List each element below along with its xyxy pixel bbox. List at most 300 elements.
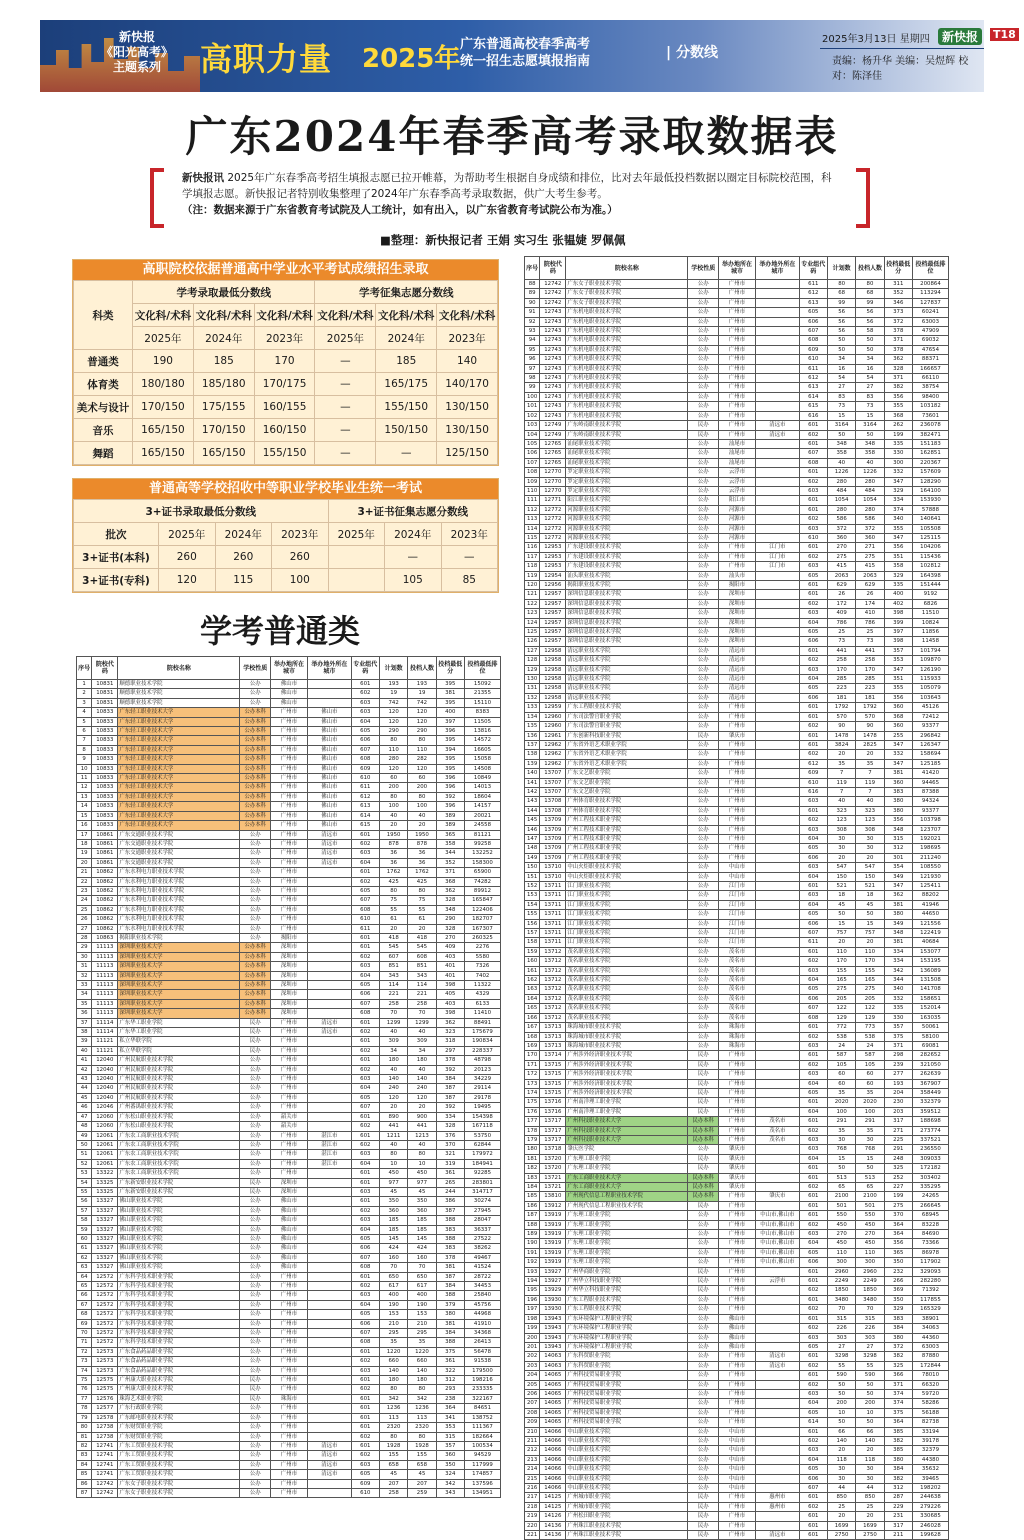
admitted-count-cell: 424 bbox=[408, 1244, 436, 1253]
school-name-cell: 顺德职业技术学院 bbox=[118, 680, 240, 689]
school-code-cell: 13919 bbox=[540, 1248, 566, 1257]
group-code-cell: 605 bbox=[799, 985, 827, 994]
plan-count-cell: 55 bbox=[379, 905, 407, 914]
school-type-cell: 公办 bbox=[688, 439, 719, 448]
school-code-cell: 12573 bbox=[92, 1347, 118, 1356]
plan-count-cell: 200 bbox=[827, 1399, 855, 1408]
city-cell: 佛山市 bbox=[718, 1324, 755, 1333]
editor-credits: 责编：杨升华 美编：吴煜辉 校对：陈泽佳 bbox=[832, 56, 969, 82]
school-code-cell: 14066 bbox=[540, 1446, 566, 1455]
col-seq: 序号 bbox=[525, 257, 540, 280]
min-score-cell: 335 bbox=[884, 581, 912, 590]
min-rank-cell: 20123 bbox=[464, 1065, 500, 1074]
table-row bbox=[525, 355, 949, 364]
plan-count-cell: 2750 bbox=[827, 1531, 855, 1540]
school-code-cell: 13327 bbox=[92, 1197, 118, 1206]
school-code-cell: 13327 bbox=[92, 1206, 118, 1215]
plan-count-cell: 441 bbox=[379, 1122, 407, 1131]
school-name-cell: 佛山职业技术学院 bbox=[118, 1253, 240, 1262]
min-score-cell: 366 bbox=[884, 1371, 912, 1380]
table-row bbox=[525, 675, 949, 684]
group-code-cell: 603 bbox=[351, 1460, 379, 1469]
school-name-cell: 深圳职业技术大学 bbox=[118, 962, 240, 971]
admissions-table-left bbox=[76, 656, 501, 1498]
seq-cell: 39 bbox=[77, 1037, 92, 1046]
min-score-cell: 378 bbox=[884, 327, 912, 336]
other-city-cell bbox=[308, 1075, 352, 1084]
other-city-cell bbox=[756, 872, 800, 881]
group-code-cell: 601 bbox=[351, 1376, 379, 1385]
row-subject: 体育类 bbox=[74, 373, 133, 396]
table-row bbox=[525, 1512, 949, 1521]
plan-count-cell: 409 bbox=[827, 609, 855, 618]
group-code-cell: 602 bbox=[799, 599, 827, 608]
min-rank-cell: 127837 bbox=[912, 298, 948, 307]
other-city-cell bbox=[756, 1088, 800, 1097]
school-name-cell: 广州华立科技职业学院 bbox=[566, 1286, 688, 1295]
min-score-cell: 203 bbox=[884, 1107, 912, 1116]
school-code-cell: 12749 bbox=[540, 430, 566, 439]
min-rank-cell: 115436 bbox=[912, 552, 948, 561]
city-cell: 广州市 bbox=[718, 1399, 755, 1408]
group-code-cell: 605 bbox=[799, 1342, 827, 1351]
school-code-cell: 13711 bbox=[540, 900, 566, 909]
city-cell: 河源市 bbox=[718, 515, 755, 524]
group-code-cell: 603 bbox=[799, 524, 827, 533]
seq-cell: 165 bbox=[525, 1004, 540, 1013]
school-name-cell: 广州工程技术职业学院 bbox=[566, 853, 688, 862]
min-score-cell: 378 bbox=[436, 1056, 464, 1065]
min-rank-cell: 321050 bbox=[912, 1060, 948, 1069]
school-code-cell: 12741 bbox=[92, 1441, 118, 1450]
min-score-cell: 360 bbox=[884, 722, 912, 731]
min-rank-cell: 68945 bbox=[912, 1211, 948, 1220]
city-cell: 广州市 bbox=[270, 1028, 307, 1037]
city-cell: 广州市 bbox=[270, 924, 307, 933]
school-code-cell: 13714 bbox=[540, 1051, 566, 1060]
seq-cell: 206 bbox=[525, 1389, 540, 1398]
school-type-cell: 公办 bbox=[240, 1244, 271, 1253]
school-name-cell: 广东理工职业学院 bbox=[566, 1248, 688, 1257]
group-code-cell: 602 bbox=[799, 1220, 827, 1229]
min-score-cell: 384 bbox=[884, 1324, 912, 1333]
plan-count-cell: 424 bbox=[379, 1244, 407, 1253]
city-cell: 深圳市 bbox=[270, 981, 307, 990]
group-code-cell: 604 bbox=[799, 900, 827, 909]
school-name-cell: 深圳信息职业技术学院 bbox=[566, 637, 688, 646]
school-name-cell: 广州工程技术职业学院 bbox=[566, 816, 688, 825]
school-code-cell: 12743 bbox=[540, 317, 566, 326]
city-cell: 广州市 bbox=[270, 1385, 307, 1394]
table-row bbox=[77, 1272, 501, 1281]
school-code-cell: 12040 bbox=[92, 1065, 118, 1074]
min-score-cell: 388 bbox=[436, 1291, 464, 1300]
school-type-cell: 公办 bbox=[240, 1272, 271, 1281]
score-cell: 165/150 bbox=[133, 442, 194, 465]
admitted-count-cell: 30 bbox=[856, 834, 884, 843]
table-row bbox=[525, 853, 949, 862]
min-score-cell: 341 bbox=[436, 1413, 464, 1422]
plan-count-cell: 742 bbox=[379, 698, 407, 707]
other-city-cell bbox=[756, 1295, 800, 1304]
school-type-cell: 公办 bbox=[688, 722, 719, 731]
min-rank-cell: 279226 bbox=[912, 1502, 948, 1511]
school-type-cell: 公办 bbox=[688, 938, 719, 947]
min-score-cell: 357 bbox=[884, 1023, 912, 1032]
min-rank-cell: 162851 bbox=[912, 449, 948, 458]
group-code-cell: 607 bbox=[799, 449, 827, 458]
other-city-cell bbox=[308, 1009, 352, 1018]
admissions-table-right bbox=[524, 256, 949, 1540]
city-cell: 广州市 bbox=[270, 1046, 307, 1055]
min-score-cell: 371 bbox=[884, 1041, 912, 1050]
other-city-cell bbox=[308, 1253, 352, 1262]
seq-cell: 197 bbox=[525, 1305, 540, 1314]
seq-cell: 213 bbox=[525, 1455, 540, 1464]
seq-cell: 72 bbox=[77, 1347, 92, 1356]
table-row bbox=[525, 1154, 949, 1163]
school-code-cell: 13943 bbox=[540, 1324, 566, 1333]
school-code-cell: 12572 bbox=[92, 1300, 118, 1309]
intro-lead: 新快报讯 bbox=[182, 172, 224, 184]
other-city-cell: 佛山市 bbox=[308, 745, 352, 754]
min-score-cell: 368 bbox=[436, 877, 464, 886]
city-cell: 广州市 bbox=[718, 1079, 755, 1088]
group-code-cell: 603 bbox=[351, 1216, 379, 1225]
admitted-count-cell: 850 bbox=[856, 1493, 884, 1502]
school-name-cell: 广州涉外经济职业技术学院 bbox=[566, 1070, 688, 1079]
school-name-cell: 广东轻工职业技术大学 bbox=[118, 764, 240, 773]
table-row bbox=[77, 1216, 501, 1225]
table-row bbox=[525, 392, 949, 401]
admitted-count-cell: 291 bbox=[856, 1117, 884, 1126]
school-name-cell: 珠海城市职业技术学院 bbox=[566, 1032, 688, 1041]
school-name-cell: 广州科技职业技术大学 bbox=[566, 1135, 688, 1144]
school-code-cell: 14066 bbox=[540, 1427, 566, 1436]
plan-count-cell: 425 bbox=[379, 877, 407, 886]
min-rank-cell: 8383 bbox=[464, 708, 500, 717]
city-cell: 深圳市 bbox=[270, 952, 307, 961]
city-cell: 广州市 bbox=[718, 421, 755, 430]
group-code-cell: 606 bbox=[799, 317, 827, 326]
school-code-cell: 10862 bbox=[92, 924, 118, 933]
other-city-cell bbox=[308, 1366, 352, 1375]
other-city-cell: 肇庆市 bbox=[756, 1192, 800, 1201]
school-type-cell: 公办本科 bbox=[240, 745, 271, 754]
min-rank-cell: 65900 bbox=[464, 868, 500, 877]
admitted-count-cell: 270 bbox=[856, 1230, 884, 1239]
seq-cell: 157 bbox=[525, 929, 540, 938]
admitted-count-cell: 30 bbox=[856, 844, 884, 853]
school-type-cell: 民办 bbox=[688, 1164, 719, 1173]
school-type-cell: 公办 bbox=[688, 787, 719, 796]
city-cell: 广州市 bbox=[270, 1272, 307, 1281]
group-code-cell: 601 bbox=[799, 1051, 827, 1060]
group-code-cell: 601 bbox=[799, 806, 827, 815]
school-name-cell: 佛山职业技术学院 bbox=[118, 1225, 240, 1234]
table-row bbox=[525, 1135, 949, 1144]
school-type-cell: 公办 bbox=[688, 1484, 719, 1493]
min-rank-cell: 113294 bbox=[912, 289, 948, 298]
table-row bbox=[77, 736, 501, 745]
seq-cell: 187 bbox=[525, 1211, 540, 1220]
group-code-cell: 613 bbox=[799, 383, 827, 392]
group-code-cell: 601 bbox=[351, 680, 379, 689]
school-type-cell: 公办 bbox=[688, 533, 719, 542]
min-score-cell: 311 bbox=[884, 280, 912, 289]
school-code-cell: 11114 bbox=[92, 1018, 118, 1027]
school-code-cell: 10861 bbox=[92, 839, 118, 848]
other-city-cell: 湛江市 bbox=[308, 1150, 352, 1159]
admitted-count-cell: 410 bbox=[856, 609, 884, 618]
min-rank-cell: 24558 bbox=[464, 821, 500, 830]
group-code-cell: 607 bbox=[799, 1004, 827, 1013]
table-row bbox=[525, 1267, 949, 1276]
table-header bbox=[525, 257, 949, 280]
school-type-cell: 民办 bbox=[688, 1098, 719, 1107]
school-type-cell: 公办 bbox=[240, 924, 271, 933]
min-rank-cell: 63003 bbox=[912, 317, 948, 326]
min-rank-cell: 41420 bbox=[912, 769, 948, 778]
other-city-cell bbox=[756, 1051, 800, 1060]
group-code-cell: 604 bbox=[799, 872, 827, 881]
plan-count-cell: 50 bbox=[827, 345, 855, 354]
admitted-count-cell: 27 bbox=[856, 383, 884, 392]
min-score-cell: 365 bbox=[884, 1248, 912, 1257]
school-code-cell: 12962 bbox=[540, 759, 566, 768]
min-score-cell: 335 bbox=[884, 439, 912, 448]
score-cell bbox=[328, 546, 385, 569]
group-code-cell: 604 bbox=[799, 1079, 827, 1088]
school-type-cell: 公办 bbox=[688, 665, 719, 674]
city-cell: 肇庆市 bbox=[718, 1154, 755, 1163]
school-name-cell: 广东交通职业技术学院 bbox=[118, 849, 240, 858]
table-row bbox=[525, 581, 949, 590]
seq-cell: 7 bbox=[77, 736, 92, 745]
school-code-cell: 12572 bbox=[92, 1329, 118, 1338]
school-name-cell: 广东食品药品职业学院 bbox=[118, 1347, 240, 1356]
school-name-cell: 广东省外语艺术职业学院 bbox=[566, 740, 688, 749]
school-type-cell: 公办 bbox=[688, 571, 719, 580]
plan-count-cell: 358 bbox=[827, 449, 855, 458]
score-cell: 160/155 bbox=[254, 396, 315, 419]
col-seq: 序号 bbox=[77, 657, 92, 680]
table-row bbox=[525, 327, 949, 336]
school-name-cell: 广东理工职业学院 bbox=[566, 1220, 688, 1229]
school-code-cell: 12953 bbox=[540, 543, 566, 552]
score-cell: 190 bbox=[133, 350, 194, 373]
school-type-cell: 公办本科 bbox=[240, 755, 271, 764]
city-cell: 深圳市 bbox=[270, 943, 307, 952]
other-city-cell bbox=[756, 515, 800, 524]
plan-count-cell: 16 bbox=[827, 364, 855, 373]
school-name-cell: 中山职业技术学院 bbox=[566, 1465, 688, 1474]
admitted-count-cell: 20 bbox=[856, 1512, 884, 1521]
seq-cell: 176 bbox=[525, 1107, 540, 1116]
min-rank-cell: 151444 bbox=[912, 581, 948, 590]
seq-cell: 180 bbox=[525, 1145, 540, 1154]
other-city-cell bbox=[756, 637, 800, 646]
min-score-cell: 317 bbox=[884, 1117, 912, 1126]
table-row bbox=[74, 569, 498, 592]
admitted-count-cell: 501 bbox=[856, 1201, 884, 1210]
other-city-cell bbox=[308, 1056, 352, 1065]
school-type-cell: 民办 bbox=[688, 1079, 719, 1088]
plan-count-cell: 300 bbox=[827, 1258, 855, 1267]
school-code-cell: 14066 bbox=[540, 1455, 566, 1464]
min-score-cell: 255 bbox=[884, 731, 912, 740]
plan-count-cell: 60 bbox=[827, 1079, 855, 1088]
school-type-cell: 公办本科 bbox=[240, 708, 271, 717]
min-rank-cell: 98400 bbox=[912, 392, 948, 401]
admitted-count-cell: 40 bbox=[408, 1140, 436, 1149]
admitted-count-cell: 50 bbox=[856, 1380, 884, 1389]
school-type-cell: 民办 bbox=[688, 1277, 719, 1286]
city-cell: 广州市 bbox=[718, 1295, 755, 1304]
city-cell: 广州市 bbox=[270, 1131, 307, 1140]
admitted-count-cell: 271 bbox=[856, 543, 884, 552]
seq-cell: 207 bbox=[525, 1399, 540, 1408]
school-type-cell: 公办 bbox=[240, 1319, 271, 1328]
table-row bbox=[525, 637, 949, 646]
seq-cell: 6 bbox=[77, 727, 92, 736]
min-score-cell: 290 bbox=[436, 915, 464, 924]
right-bracket bbox=[856, 168, 870, 228]
group-code-cell: 601 bbox=[799, 703, 827, 712]
school-type-cell: 公办 bbox=[688, 656, 719, 665]
city-cell: 广州市 bbox=[270, 1488, 307, 1497]
seq-cell: 100 bbox=[525, 392, 540, 401]
school-code-cell: 10833 bbox=[92, 745, 118, 754]
school-code-cell: 12953 bbox=[540, 562, 566, 571]
table-row bbox=[77, 915, 501, 924]
col-other-city: 举办地外所在城市 bbox=[756, 257, 800, 280]
city-cell: 广州市 bbox=[718, 552, 755, 561]
group-code-cell: 601 bbox=[351, 1112, 379, 1121]
table-row bbox=[525, 439, 949, 448]
min-rank-cell: 153077 bbox=[912, 947, 948, 956]
seq-cell: 36 bbox=[77, 1009, 92, 1018]
city-cell: 广州市 bbox=[718, 1493, 755, 1502]
school-name-cell: 广东司法警官职业学院 bbox=[566, 712, 688, 721]
col-min-score: 投档最低分 bbox=[884, 257, 912, 280]
school-name-cell: 广东新安职业技术学院 bbox=[118, 1178, 240, 1187]
school-code-cell: 13707 bbox=[540, 778, 566, 787]
min-rank-cell: 93377 bbox=[912, 806, 948, 815]
city-cell: 韶关市 bbox=[270, 1112, 307, 1121]
school-name-cell: 广东文艺职业学院 bbox=[566, 778, 688, 787]
school-type-cell: 公办 bbox=[240, 1197, 271, 1206]
city-cell: 广州市 bbox=[270, 802, 307, 811]
group-code-cell: 605 bbox=[799, 910, 827, 919]
city-cell: 佛山市 bbox=[270, 1225, 307, 1234]
admitted-count-cell: 140 bbox=[856, 1436, 884, 1445]
school-code-cell: 13712 bbox=[540, 1013, 566, 1022]
school-type-cell: 公办 bbox=[240, 1103, 271, 1112]
table-row bbox=[77, 1206, 501, 1215]
city-cell: 广州市 bbox=[718, 1088, 755, 1097]
group-code-cell: 602 bbox=[799, 957, 827, 966]
other-city-cell bbox=[308, 1338, 352, 1347]
school-name-cell: 广东财贸职业学院 bbox=[118, 1432, 240, 1441]
other-city-cell bbox=[308, 1216, 352, 1225]
group-code-cell: 611 bbox=[799, 364, 827, 373]
seq-cell: 173 bbox=[525, 1079, 540, 1088]
school-type-cell: 公办 bbox=[688, 364, 719, 373]
other-city-cell bbox=[756, 1521, 800, 1530]
min-score-cell: 386 bbox=[436, 1197, 464, 1206]
admitted-count-cell: 110 bbox=[856, 1248, 884, 1257]
table-row bbox=[77, 1300, 501, 1309]
min-rank-cell: 140641 bbox=[912, 515, 948, 524]
other-city-cell bbox=[756, 1484, 800, 1493]
plan-count-cell: 629 bbox=[827, 581, 855, 590]
min-rank-cell: 141708 bbox=[912, 985, 948, 994]
seq-cell: 90 bbox=[525, 298, 540, 307]
group-code-cell: 605 bbox=[351, 981, 379, 990]
school-name-cell: 江门职业技术学院 bbox=[566, 891, 688, 900]
admitted-count-cell: 323 bbox=[856, 806, 884, 815]
min-score-cell: 356 bbox=[884, 392, 912, 401]
min-score-cell: 199 bbox=[884, 1192, 912, 1201]
school-type-cell: 公办 bbox=[688, 646, 719, 655]
min-rank-cell: 282280 bbox=[912, 1277, 948, 1286]
group-code-cell: 601 bbox=[799, 1295, 827, 1304]
plan-count-cell: 113 bbox=[379, 1413, 407, 1422]
school-code-cell: 11113 bbox=[92, 962, 118, 971]
min-rank-cell: 335295 bbox=[912, 1183, 948, 1192]
school-type-cell: 公办 bbox=[688, 1023, 719, 1032]
city-cell: 广州市 bbox=[718, 1126, 755, 1135]
school-type-cell: 公办 bbox=[688, 957, 719, 966]
school-name-cell: 广州华商职业学院 bbox=[566, 1267, 688, 1276]
min-rank-cell: 57888 bbox=[912, 505, 948, 514]
group-code-cell: 603 bbox=[799, 1135, 827, 1144]
school-name-cell: 广东理工职业学院 bbox=[566, 1211, 688, 1220]
school-code-cell: 12741 bbox=[92, 1451, 118, 1460]
city-cell: 汕头市 bbox=[718, 571, 755, 580]
min-rank-cell: 20021 bbox=[464, 811, 500, 820]
min-rank-cell: 71392 bbox=[912, 1286, 948, 1295]
min-rank-cell: 126190 bbox=[912, 665, 948, 674]
group-code-cell: 601 bbox=[351, 830, 379, 839]
other-city-cell bbox=[308, 1282, 352, 1291]
other-city-cell bbox=[756, 496, 800, 505]
plan-count-cell: 1236 bbox=[379, 1404, 407, 1413]
min-score-cell: 364 bbox=[884, 1220, 912, 1229]
group-code-cell: 602 bbox=[799, 1032, 827, 1041]
min-score-cell: 244 bbox=[436, 1187, 464, 1196]
school-code-cell: 12743 bbox=[540, 308, 566, 317]
min-rank-cell: 40684 bbox=[912, 938, 948, 947]
admitted-count-cell: 70 bbox=[408, 1009, 436, 1018]
plan-count-cell: 20 bbox=[827, 938, 855, 947]
school-type-cell: 民办 bbox=[240, 1394, 271, 1403]
school-name-cell: 江门职业技术学院 bbox=[566, 882, 688, 891]
min-rank-cell: 69032 bbox=[912, 336, 948, 345]
min-rank-cell: 27522 bbox=[464, 1234, 500, 1243]
table-row bbox=[525, 411, 949, 420]
min-rank-cell: 82738 bbox=[912, 1418, 948, 1427]
admitted-count-cell: 280 bbox=[856, 505, 884, 514]
city-cell: 清远市 bbox=[718, 693, 755, 702]
group-header-supplement: 学考征集志愿分数线 bbox=[315, 281, 498, 304]
admitted-count-cell: 170 bbox=[856, 665, 884, 674]
other-city-cell: 茂名市 bbox=[756, 1135, 800, 1144]
school-type-cell: 公办 bbox=[688, 1230, 719, 1239]
school-type-cell: 民办本科 bbox=[688, 1135, 719, 1144]
seq-cell: 109 bbox=[525, 477, 540, 486]
